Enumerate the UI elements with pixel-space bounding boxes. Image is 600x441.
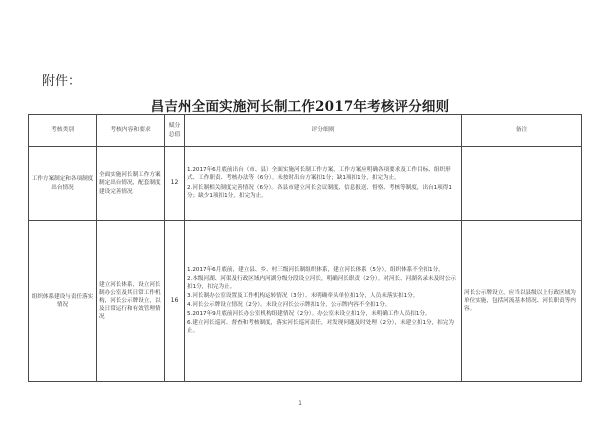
row-score: 16 bbox=[165, 221, 185, 382]
header-score bbox=[165, 115, 185, 147]
rule-item: 5.2017年9月底前河长办公室机构组建情况（2分）。办公室未设立扣1分，未明确工作人员扣1分。 bbox=[187, 311, 431, 318]
row-rules bbox=[185, 221, 462, 382]
row-remarks bbox=[462, 147, 582, 221]
row-content: 建立河长体系，设立河长制办公室及其日常工作机构，河长公示牌设立，以及日常运行和有效管理情况 bbox=[97, 221, 165, 382]
rule-item: 2.本级河湖、河渠及行政区域内河湖分级分段设立河长，明确河长职责（2分）。对河长、河湖名录未及时公示扣1分，扣完为止。 bbox=[187, 275, 457, 290]
header-score-bottom: 总值 bbox=[168, 131, 181, 138]
row-content: 全面实施河长制工作方案制定出台情况，配套制度建设完善情况 bbox=[97, 147, 165, 221]
row-remarks: 河长公示牌设立，应当以县级以上行政区域为单位实施，包括河流基本情况、河长职责等内容。 bbox=[462, 221, 582, 382]
row-score: 12 bbox=[165, 147, 185, 221]
attachment-label: 附件： bbox=[42, 74, 82, 89]
header-remarks: 备注 bbox=[462, 115, 582, 147]
table-row bbox=[29, 221, 582, 382]
row-category: 组织体系建设与责任落实情况 bbox=[29, 221, 97, 382]
rule-item: 6.建立河长巡河、督查和考核制度，落实河长巡河责任，对发现问题及时处理（2分），未建立扣1分，扣完为止。 bbox=[187, 320, 454, 335]
document-title: 昌吉州全面实施河长制工作2017年考核评分细则 bbox=[150, 99, 450, 115]
header-rules: 评分细则 bbox=[185, 115, 462, 147]
header-category: 考核类别 bbox=[29, 115, 97, 147]
rule-item: 1.2017年6月底前出台（市、县）全面实施河长制工作方案，工作方案应明确各项要求及工作目标、组织形式、工作职责、考核办法等（6分）。未按时出台方案扣1分；缺1项扣1分，扣完为止。 bbox=[187, 167, 451, 182]
row-rules bbox=[185, 147, 462, 221]
rule-item: 2.河长制相关制度完善情况（6分）。各县市建立河长会议制度、信息报送、督察、考核等制度，出台1项得1分；缺少1项扣1分，扣完为止。 bbox=[187, 184, 452, 199]
table-row bbox=[29, 147, 582, 221]
rule-item: 3.河长制办公室设置及工作机构运转情况（3分）。未明确牵头单位扣1分，人员未落实扣1分。 bbox=[187, 292, 419, 299]
rule-item: 4.河长公示牌设立情况（2分）。未设立河长公示牌扣1分，公示牌内容不全扣1分。 bbox=[187, 302, 391, 308]
rule-item: 1.2017年6月底前，建立县、乡、村三级河长制组织体系，建立河长体系（5分），组织体系不全扣1分。 bbox=[187, 266, 444, 273]
header-content: 考核内容和要求 bbox=[97, 115, 165, 147]
table-header-row bbox=[29, 115, 582, 147]
page-number: 1 bbox=[298, 400, 302, 407]
header-score-top: 赋分 bbox=[168, 123, 181, 130]
scoring-table bbox=[28, 114, 582, 382]
row-category: 工作方案制定和各项制度出台情况 bbox=[29, 147, 97, 221]
